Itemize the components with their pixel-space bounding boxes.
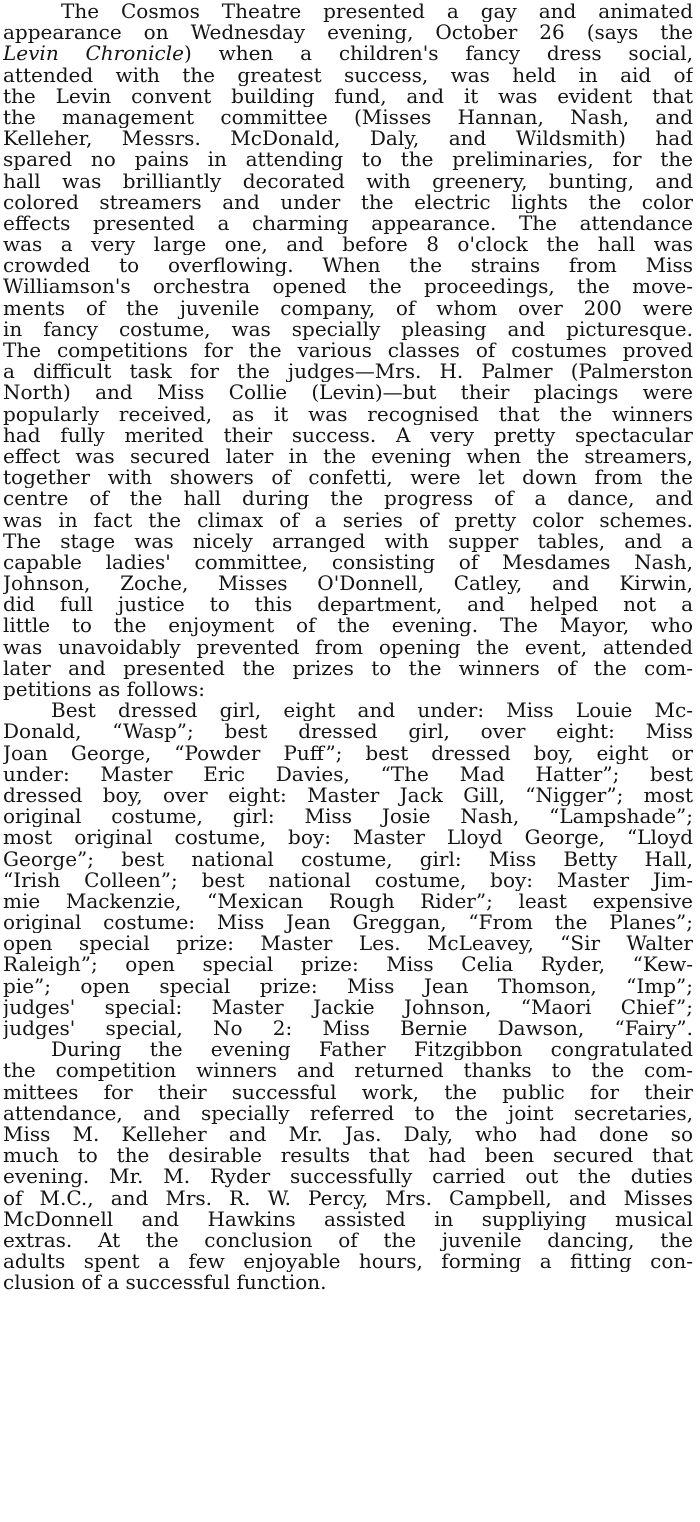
text-line: effect was secured later in the evening when the streamers, [3, 445, 693, 468]
text-line: extras. At the conclusion of the juvenile dancing, the [3, 1229, 693, 1252]
text-line: effects presented a charming appearance. The attendance [3, 212, 693, 235]
text-line: North) and Miss Collie (Levin)—but their placings were [3, 382, 693, 404]
text-line: During the evening Father Fitzgibbon congratulated [51, 1039, 693, 1061]
text-line: had fully merited their success. A very pretty spectacular [3, 424, 693, 446]
text-line: open special prize: Master Les. McLeavey, “Sir Walter [3, 933, 693, 955]
text-line: pie”; open special prize: Miss Jean Thomson, “Imp”; [3, 975, 693, 997]
text-line: petitions as follows: [3, 679, 205, 701]
text-line: Johnson, Zoche, Misses O'Donnell, Catley, and Kirwin, [3, 573, 693, 595]
text-line: Best dressed girl, eight and under: Miss Louie Mc- [51, 700, 693, 722]
text-line: Miss M. Kelleher and Mr. Jas. Daly, who had done so [3, 1123, 693, 1146]
text-line: ments of the juvenile company, of whom over 200 were [3, 297, 693, 319]
article-column [3, 1, 693, 1293]
text-line: hall was brilliantly decorated with greenery, bunting, and [3, 170, 693, 192]
text-line: spared no pains in attending to the preliminaries, for the [3, 149, 693, 171]
text-line: attendance, and specially referred to the joint secretaries, [3, 1102, 693, 1124]
text-line: “Irish Colleen”; best national costume, boy: Master Jim- [3, 869, 693, 891]
text-line: judges' special, No 2: Miss Bernie Dawson, “Fairy”. [3, 1018, 693, 1040]
text-line: little to the enjoyment of the evening. The Mayor, who [3, 615, 693, 637]
text-line: clusion of a successful function. [3, 1272, 327, 1294]
text-line: of M.C., and Mrs. R. W. Percy, Mrs. Campbell, and Misses [3, 1187, 693, 1209]
text-line: mittees for their successful work, the public for their [3, 1081, 693, 1103]
text-line: judges' special: Master Jackie Johnson, “Maori Chief”; [3, 996, 693, 1018]
text-line: The Cosmos Theatre presented a gay and animated [61, 1, 693, 23]
text-line: was a very large one, and before 8 o'clock the hall was [3, 234, 693, 256]
text-line: the management committee (Misses Hannan, Nash, and [3, 106, 693, 129]
text-line: much to the desirable results that had been secured that [3, 1145, 693, 1167]
paragraph-1 [3, 1, 693, 700]
text-line: Williamson's orchestra opened the proceedings, the move- [3, 276, 693, 298]
text-line: dressed boy, over eight: Master Jack Gill, “Nigger”; most [3, 784, 693, 807]
text-line: attended with the greatest success, was held in aid of [3, 64, 693, 86]
text-line: did full justice to this department, and helped not a [3, 594, 693, 616]
text-line: a difficult task for the judges—Mrs. H. Palmer (Palmerston [3, 361, 693, 383]
text-line: capable ladies' committee, consisting of Mesdames Nash, [3, 551, 693, 574]
text-line: the Levin convent building fund, and it was evident that [3, 85, 693, 107]
text-line: original costume: Miss Jean Greggan, “From the Planes”; [3, 912, 693, 934]
text-line: McDonnell and Hawkins assisted in suppliying musical [3, 1208, 693, 1230]
text-line: crowded to overflowing. When the strains from Miss [3, 255, 693, 277]
text-line: Levin Chronicle) when a children's fancy dress social, [3, 43, 693, 65]
text-line: colored streamers and under the electric lights the color [3, 191, 693, 213]
text-line: later and presented the prizes to the winners of the com- [3, 657, 693, 679]
text-line: Joan George, “Powder Puff”; best dressed boy, eight or [3, 742, 693, 764]
text-line: The competitions for the various classes of costumes proved [3, 340, 693, 362]
text-line: Raleigh”; open special prize: Miss Celia Ryder, “Kew- [3, 954, 693, 976]
text-line: was unavoidably prevented from opening the event, attended [3, 636, 693, 658]
text-line: Kelleher, Messrs. McDonald, Daly, and Wildsmith) had [3, 128, 693, 150]
text-line: was in fact the climax of a series of pretty color schemes. [3, 509, 693, 531]
paragraph-3 [3, 1039, 693, 1293]
text-line: The stage was nicely arranged with supper tables, and a [3, 530, 693, 552]
text-line: under: Master Eric Davies, “The Mad Hatter”; best [3, 763, 693, 785]
paragraph-2 [3, 700, 693, 1039]
text-line: centre of the hall during the progress of a dance, and [3, 488, 693, 510]
text-line: original costume, girl: Miss Josie Nash, “Lampshade”; [3, 806, 693, 828]
text-line: George”; best national costume, girl: Miss Betty Hall, [3, 848, 693, 870]
text-line: appearance on Wednesday evening, October 26 (says the [3, 22, 693, 44]
text-line: mie Mackenzie, “Mexican Rough Rider”; least expensive [3, 890, 693, 913]
text-line: the competition winners and returned thanks to the com- [3, 1060, 693, 1082]
text-line: Donald, “Wasp”; best dressed girl, over eight: Miss [3, 721, 693, 743]
text-line: adults spent a few enjoyable hours, forming a fitting con- [3, 1251, 693, 1273]
text-line: evening. Mr. M. Ryder successfully carried out the duties [3, 1166, 693, 1188]
text-line: popularly received, as it was recognised that the winners [3, 403, 693, 425]
text-line: most original costume, boy: Master Lloyd George, “Lloyd [3, 827, 693, 849]
text-line: together with showers of confetti, were let down from the [3, 467, 693, 489]
text-line: in fancy costume, was specially pleasing and picturesque. [3, 318, 693, 340]
